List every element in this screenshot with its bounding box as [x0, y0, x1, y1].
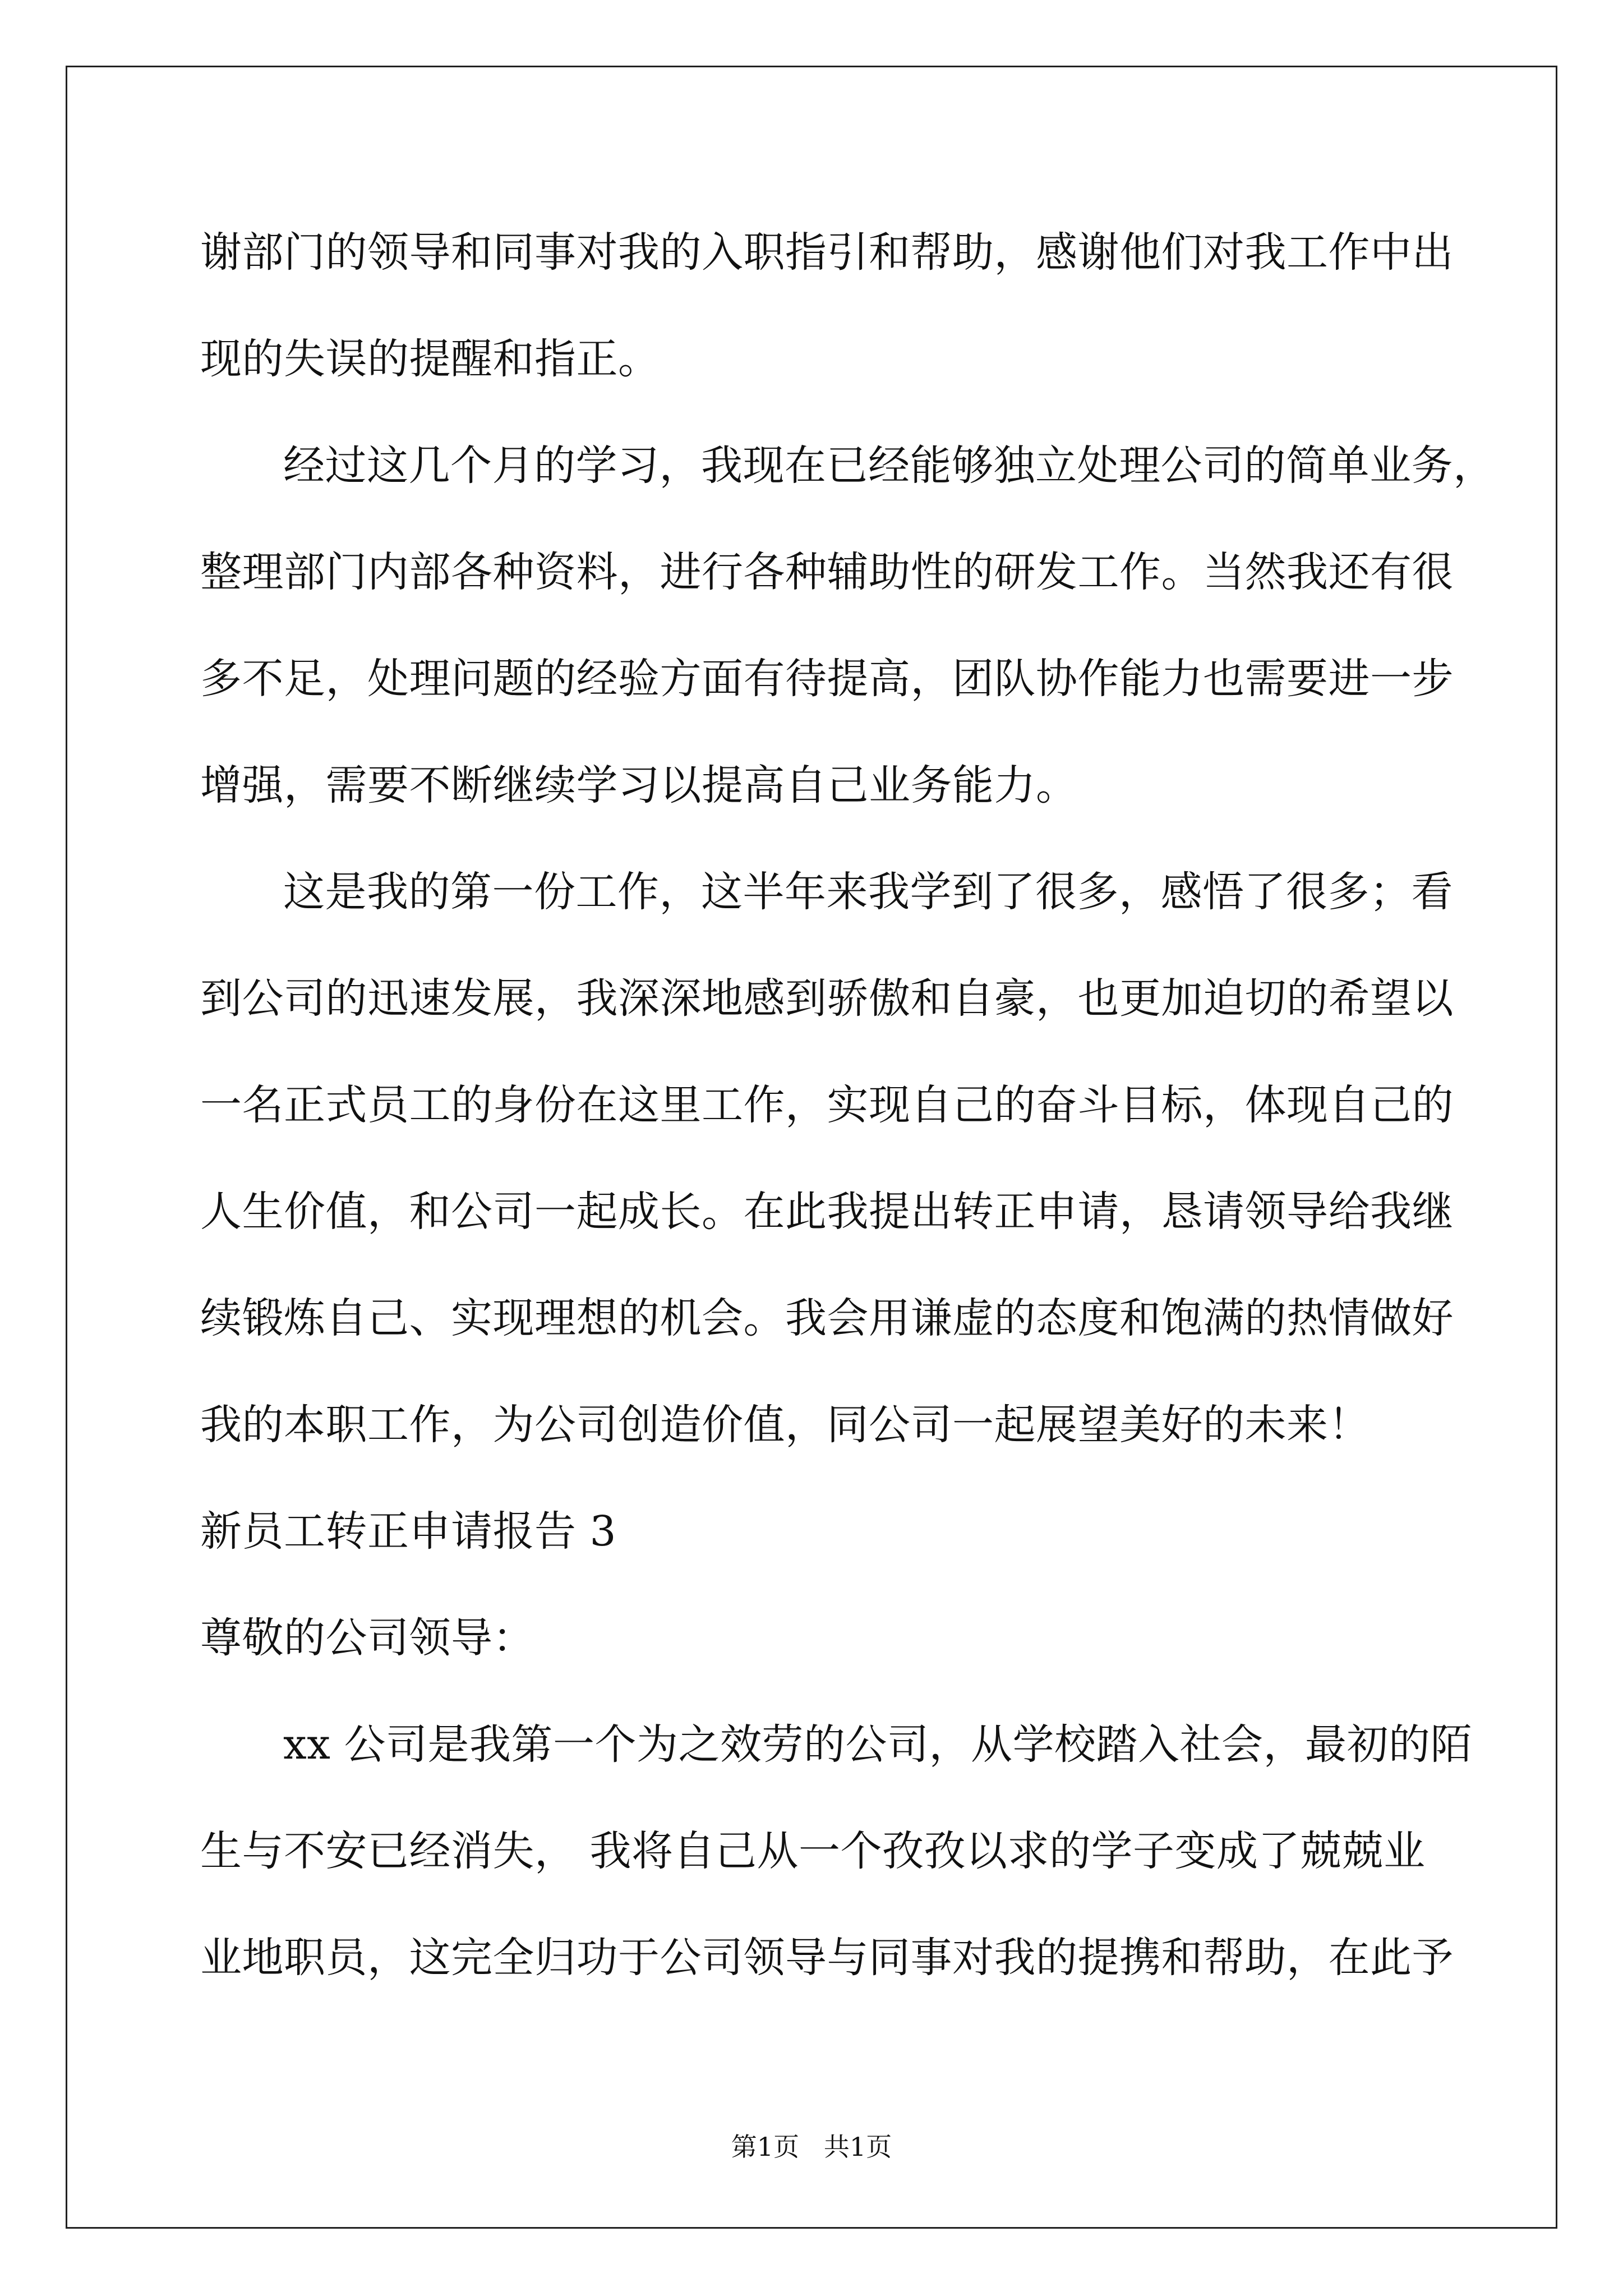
document-body: [200, 199, 1495, 2011]
paragraph-start-line: 这是我的第一份工作，这半年来我学到了很多，感悟了很多；看: [283, 868, 1453, 916]
body-line: 人生价值，和公司一起成长。在此我提出转正申请，恳请领导给我继: [200, 1188, 1454, 1236]
salutation: 尊敬的公司领导：: [200, 1614, 534, 1662]
body-line: 现的失误的提醒和指正。: [200, 335, 660, 383]
body-line: 一名正式员工的身份在这里工作，实现自己的奋斗目标，体现自己的: [200, 1081, 1454, 1129]
body-line: 增强，需要不断继续学习以提高自己业务能力。: [200, 761, 1078, 809]
body-line: 生与不安已经消失， 我将自己从一个孜孜以求的学子变成了兢兢业: [200, 1827, 1426, 1875]
body-line: 我的本职工作，为公司创造价值，同公司一起展望美好的未来！: [200, 1401, 1370, 1449]
section-heading: 新员工转正申请报告 3: [200, 1507, 617, 1556]
body-line: 续锻炼自己、实现理想的机会。我会用谦虚的态度和饱满的热情做好: [200, 1294, 1454, 1342]
body-line: 多不足，处理问题的经验方面有待提高，团队协作能力也需要进一步: [200, 655, 1454, 703]
body-line: 业地职员，这完全归功于公司领导与同事对我的提携和帮助，在此予: [200, 1934, 1454, 1982]
body-line: 到公司的迅速发展，我深深地感到骄傲和自豪，也更加迫切的希望以: [200, 974, 1454, 1023]
body-line: 谢部门的领导和同事对我的入职指引和帮助，感谢他们对我工作中出: [200, 228, 1454, 277]
paragraph-start-line: 经过这几个月的学习，我现在已经能够独立处理公司的简单业务，: [283, 441, 1495, 490]
paragraph-start-line: xx 公司是我第一个为之效劳的公司，从学校踏入社会，最初的陌: [283, 1720, 1472, 1769]
page-number-footer: 第1页 共1页: [731, 2132, 892, 2162]
body-line: 整理部门内部各种资料，进行各种辅助性的研发工作。当然我还有很: [200, 548, 1454, 596]
